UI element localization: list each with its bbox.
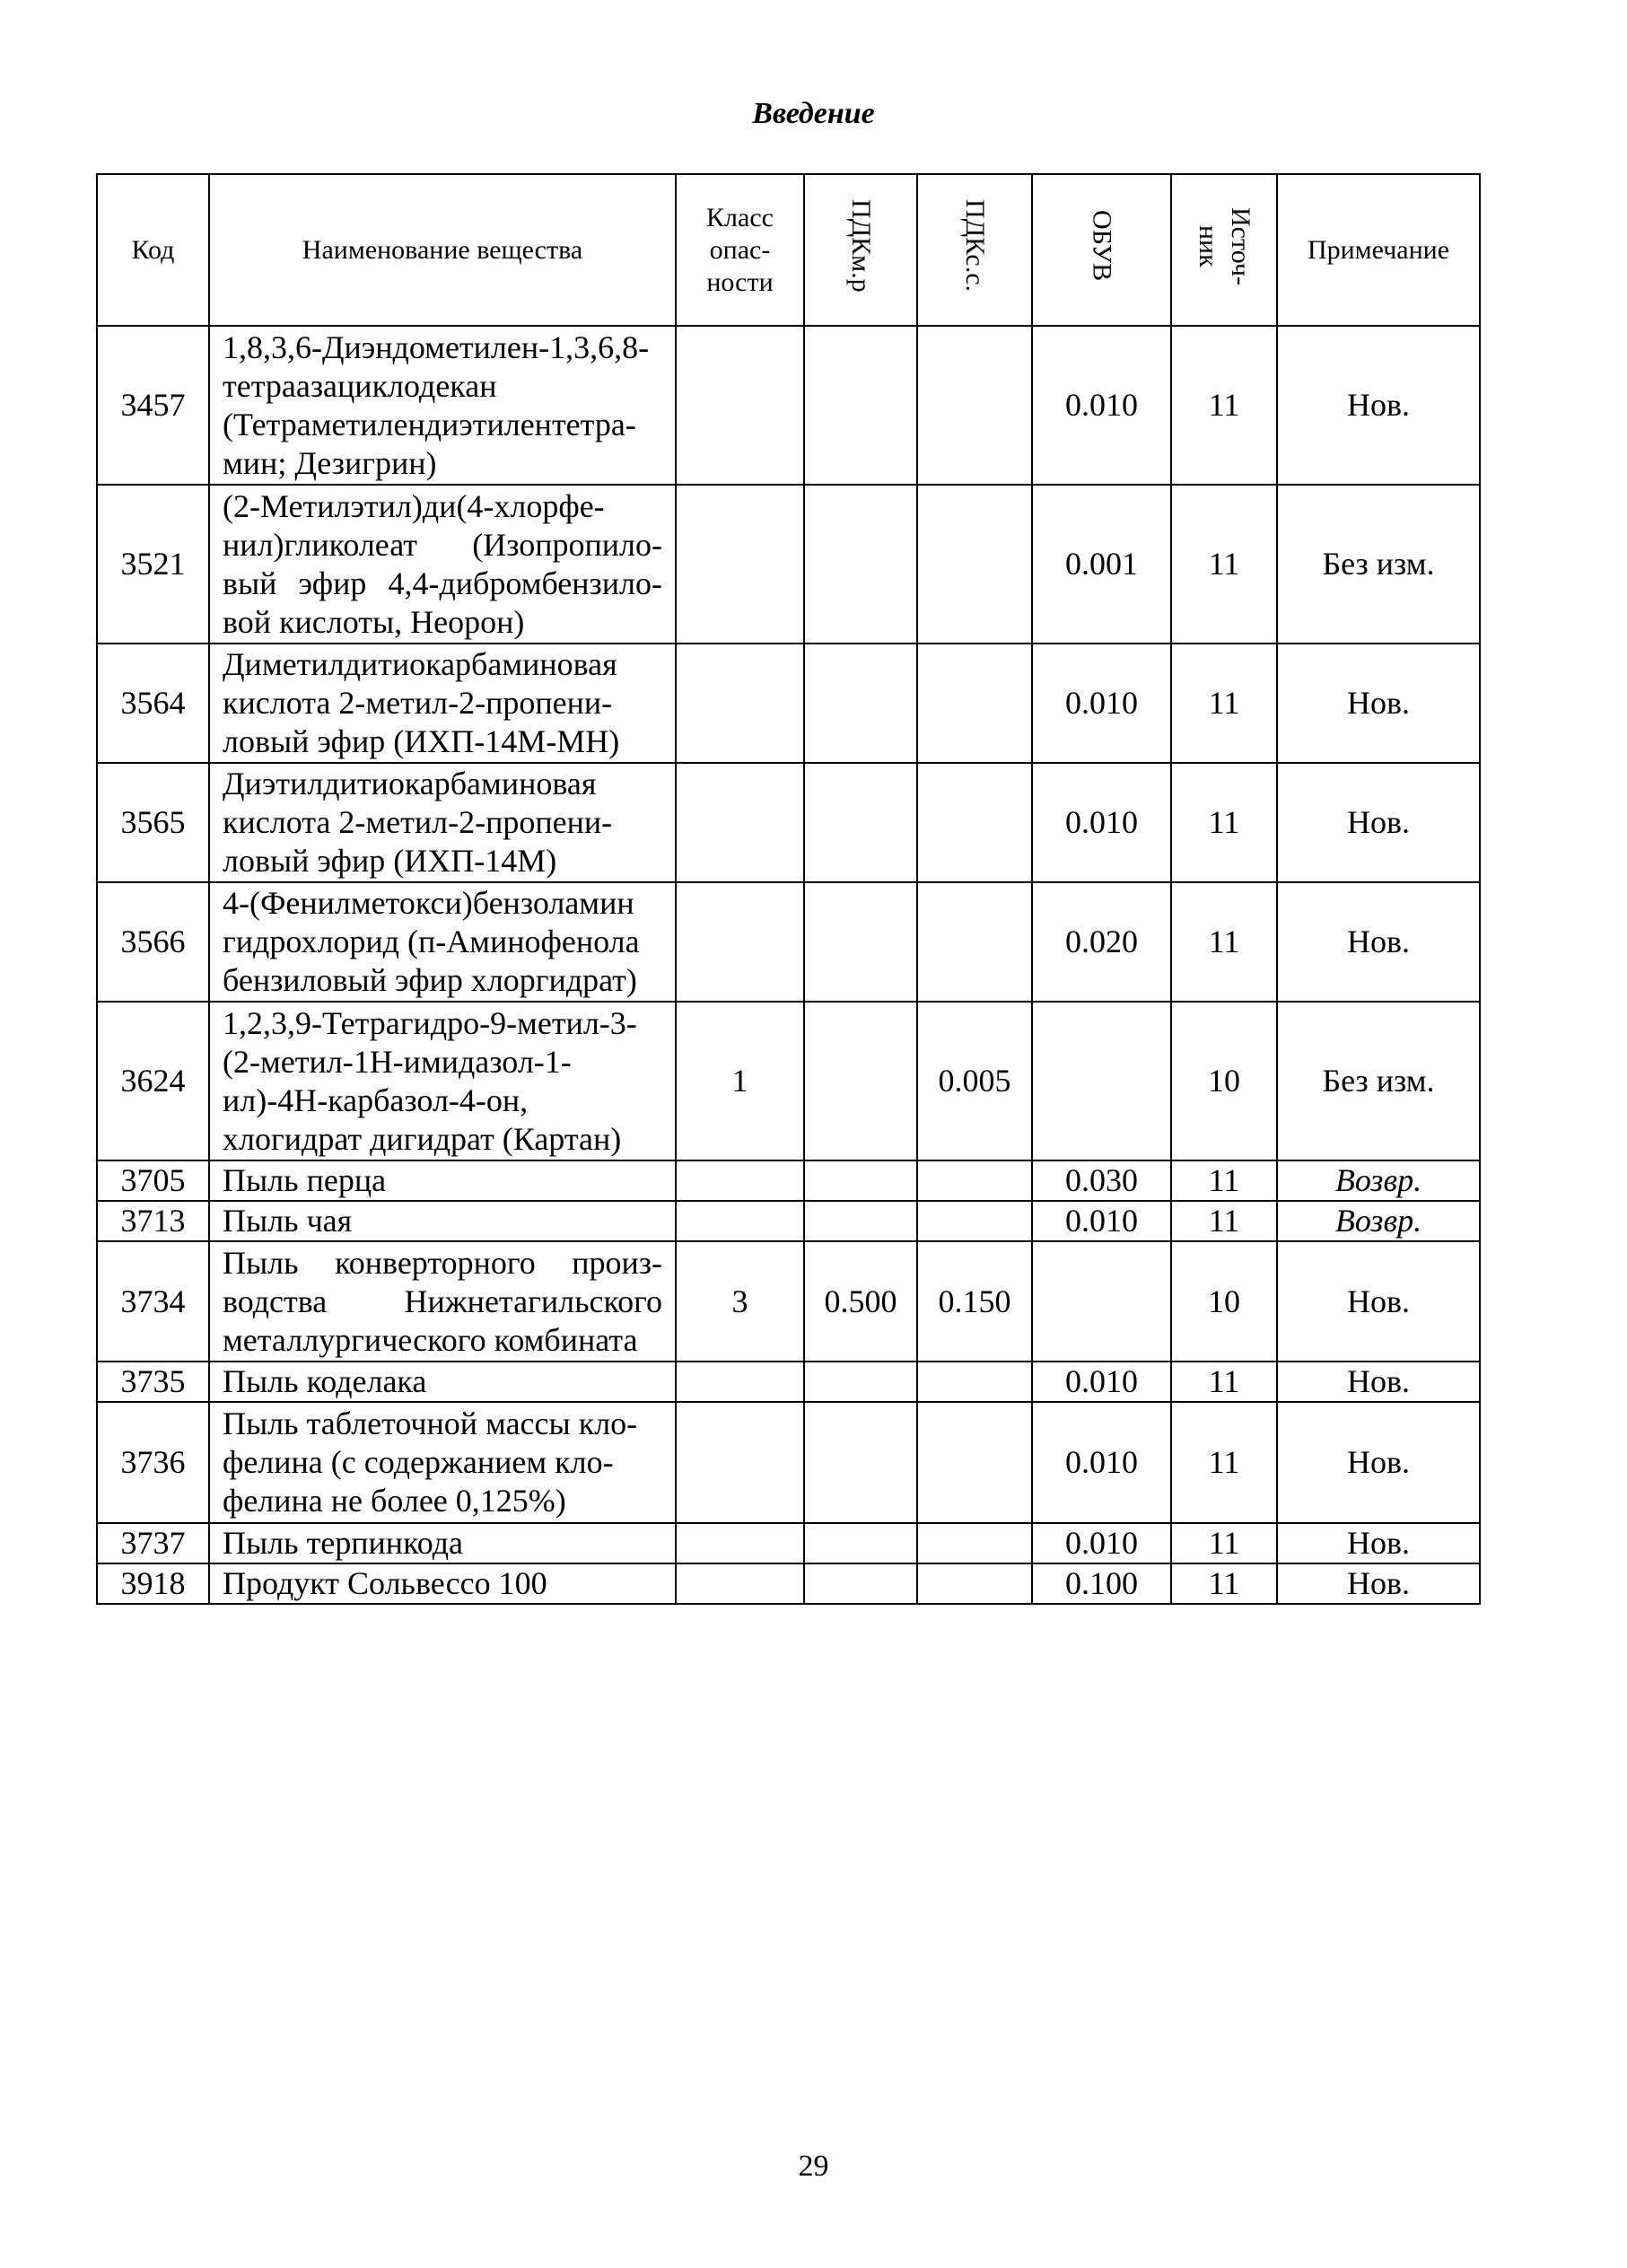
- cell-hazard-class: [676, 882, 804, 1002]
- cell-name: Пыль перца: [209, 1160, 676, 1201]
- cell-note: Нов.: [1277, 644, 1480, 763]
- substances-table: [96, 173, 1481, 1605]
- cell-obuv: 0.010: [1032, 1201, 1171, 1241]
- cell-obuv: 0.010: [1032, 1362, 1171, 1402]
- cell-pdk-ss: [917, 485, 1032, 644]
- cell-obuv: 0.010: [1032, 326, 1171, 485]
- cell-name: 4-(Фенилметокси)бензоламин гидрохлорид (п-Аминофенола бензиловый эфир хлоргидрат): [209, 882, 676, 1002]
- column-header-pdk-ss: ПДКс.с.: [917, 174, 1032, 326]
- cell-pdk-mr: 0.500: [804, 1241, 917, 1362]
- cell-name: Диметилдитиокарбаминовая кислота 2-метил-2-пропени-ловый эфир (ИХП-14М-МН): [209, 644, 676, 763]
- table-row: [97, 1563, 1480, 1604]
- cell-note: Нов.: [1277, 1402, 1480, 1523]
- page-number: 29: [798, 2150, 829, 2183]
- cell-name: Продукт Сольвессо 100: [209, 1563, 676, 1604]
- cell-hazard-class: 3: [676, 1241, 804, 1362]
- cell-note: Нов.: [1277, 326, 1480, 485]
- table-row: [97, 1402, 1480, 1523]
- column-header-name: Наименование вещества: [209, 174, 676, 326]
- cell-obuv: [1032, 1241, 1171, 1362]
- cell-note: Нов.: [1277, 763, 1480, 882]
- cell-code: 3737: [97, 1523, 209, 1563]
- cell-hazard-class: [676, 1402, 804, 1523]
- cell-source: 11: [1171, 326, 1277, 485]
- cell-source: 11: [1171, 1563, 1277, 1604]
- table-row: [97, 1362, 1480, 1402]
- page-header-title: Введение: [752, 97, 875, 130]
- cell-pdk-ss: [917, 644, 1032, 763]
- cell-pdk-mr: [804, 763, 917, 882]
- cell-code: 3918: [97, 1563, 209, 1604]
- cell-source: 10: [1171, 1002, 1277, 1160]
- table-row: [97, 1241, 1480, 1362]
- cell-pdk-mr: [804, 1362, 917, 1402]
- cell-pdk-ss: [917, 1523, 1032, 1563]
- cell-pdk-mr: [804, 1201, 917, 1241]
- cell-code: 3713: [97, 1201, 209, 1241]
- cell-obuv: 0.010: [1032, 644, 1171, 763]
- cell-pdk-mr: [804, 1523, 917, 1563]
- cell-hazard-class: [676, 644, 804, 763]
- table-row: [97, 1160, 1480, 1201]
- cell-source: 11: [1171, 485, 1277, 644]
- cell-hazard-class: [676, 1523, 804, 1563]
- cell-note: Нов.: [1277, 1563, 1480, 1604]
- cell-note: Без изм.: [1277, 1002, 1480, 1160]
- cell-pdk-mr: [804, 882, 917, 1002]
- cell-code: 3565: [97, 763, 209, 882]
- cell-pdk-ss: [917, 1362, 1032, 1402]
- cell-obuv: 0.030: [1032, 1160, 1171, 1201]
- cell-source: 11: [1171, 763, 1277, 882]
- cell-pdk-ss: 0.150: [917, 1241, 1032, 1362]
- cell-hazard-class: [676, 763, 804, 882]
- column-header-obuv: ОБУВ: [1032, 174, 1171, 326]
- cell-pdk-ss: [917, 1201, 1032, 1241]
- table-row: [97, 763, 1480, 882]
- table-row: [97, 1201, 1480, 1241]
- cell-name: Пыль коделака: [209, 1362, 676, 1402]
- column-header-code: Код: [97, 174, 209, 326]
- cell-note: Без изм.: [1277, 485, 1480, 644]
- cell-pdk-ss: [917, 882, 1032, 1002]
- column-header-pdk-mr: ПДКм.р: [804, 174, 917, 326]
- cell-source: 11: [1171, 1362, 1277, 1402]
- cell-name: Диэтилдитиокарбаминовая кислота 2-метил-2-пропени-ловый эфир (ИХП-14М): [209, 763, 676, 882]
- table-row: [97, 1523, 1480, 1563]
- cell-pdk-ss: [917, 326, 1032, 485]
- cell-name: Пыль чая: [209, 1201, 676, 1241]
- cell-hazard-class: [676, 1362, 804, 1402]
- cell-name: Пыль таблеточной массы кло-фелина (с содержанием кло-фелина не более 0,125%): [209, 1402, 676, 1523]
- cell-name: 1,8,3,6-Диэндометилен-1,3,6,8-тетраазациклодекан (Тетраметилендиэтилентетра-мин; Дезигрин): [209, 326, 676, 485]
- cell-note: Нов.: [1277, 1241, 1480, 1362]
- cell-source: 10: [1171, 1241, 1277, 1362]
- cell-pdk-mr: [804, 1402, 917, 1523]
- cell-code: 3457: [97, 326, 209, 485]
- cell-code: 3566: [97, 882, 209, 1002]
- cell-pdk-ss: [917, 1563, 1032, 1604]
- cell-obuv: 0.010: [1032, 1523, 1171, 1563]
- cell-name: Пыль конверторного произ-водства Нижнетагильского металлургического комбината: [209, 1241, 676, 1362]
- cell-hazard-class: [676, 1160, 804, 1201]
- cell-name: 1,2,3,9-Тетрагидро-9-метил-3-(2-метил-1Н-имидазол-1-ил)-4Н-карбазол-4-он, хлогидрат дигидрат (Картан): [209, 1002, 676, 1160]
- cell-code: 3521: [97, 485, 209, 644]
- cell-code: 3736: [97, 1402, 209, 1523]
- cell-pdk-ss: [917, 1402, 1032, 1523]
- table-row: [97, 485, 1480, 644]
- cell-pdk-mr: [804, 644, 917, 763]
- cell-pdk-mr: [804, 485, 917, 644]
- cell-code: 3735: [97, 1362, 209, 1402]
- table-row: [97, 644, 1480, 763]
- cell-note: Нов.: [1277, 1523, 1480, 1563]
- cell-pdk-ss: [917, 1160, 1032, 1201]
- cell-source: 11: [1171, 882, 1277, 1002]
- cell-source: 11: [1171, 1160, 1277, 1201]
- cell-hazard-class: 1: [676, 1002, 804, 1160]
- cell-source: 11: [1171, 644, 1277, 763]
- cell-code: 3705: [97, 1160, 209, 1201]
- cell-pdk-mr: [804, 1563, 917, 1604]
- cell-pdk-mr: [804, 1160, 917, 1201]
- cell-source: 11: [1171, 1402, 1277, 1523]
- cell-note: Возвр.: [1277, 1201, 1480, 1241]
- cell-code: 3564: [97, 644, 209, 763]
- cell-source: 11: [1171, 1201, 1277, 1241]
- column-header-source: Источ-ник: [1171, 174, 1277, 326]
- cell-obuv: 0.020: [1032, 882, 1171, 1002]
- cell-name: (2-Метилэтил)ди(4-хлорфе-нил)гликолеат (Изопропило-вый эфир 4,4-дибромбензило-вой кислоты, Неорон): [209, 485, 676, 644]
- cell-hazard-class: [676, 326, 804, 485]
- cell-pdk-mr: [804, 1002, 917, 1160]
- cell-obuv: 0.010: [1032, 1402, 1171, 1523]
- cell-source: 11: [1171, 1523, 1277, 1563]
- cell-note: Возвр.: [1277, 1160, 1480, 1201]
- cell-obuv: [1032, 1002, 1171, 1160]
- cell-code: 3624: [97, 1002, 209, 1160]
- table-header-row: [97, 174, 1480, 326]
- cell-obuv: 0.001: [1032, 485, 1171, 644]
- cell-obuv: 0.100: [1032, 1563, 1171, 1604]
- cell-hazard-class: [676, 1563, 804, 1604]
- cell-pdk-ss: [917, 763, 1032, 882]
- column-header-hazard-class: Класс опас-ности: [676, 174, 804, 326]
- column-header-note: Примечание: [1277, 174, 1480, 326]
- cell-code: 3734: [97, 1241, 209, 1362]
- cell-name: Пыль терпинкода: [209, 1523, 676, 1563]
- cell-hazard-class: [676, 1201, 804, 1241]
- table-row: [97, 1002, 1480, 1160]
- cell-pdk-mr: [804, 326, 917, 485]
- cell-hazard-class: [676, 485, 804, 644]
- cell-pdk-ss: 0.005: [917, 1002, 1032, 1160]
- table-row: [97, 326, 1480, 485]
- cell-note: Нов.: [1277, 882, 1480, 1002]
- cell-obuv: 0.010: [1032, 763, 1171, 882]
- cell-note: Нов.: [1277, 1362, 1480, 1402]
- table-row: [97, 882, 1480, 1002]
